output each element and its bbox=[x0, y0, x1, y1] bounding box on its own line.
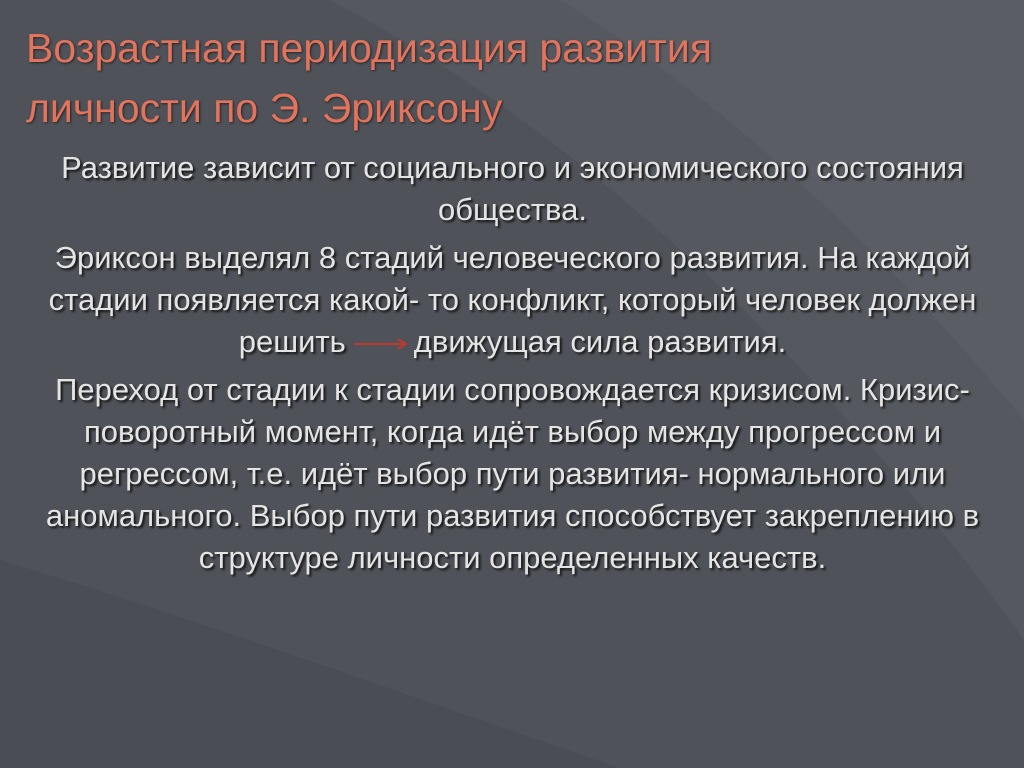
paragraph-stages-lead: Эриксон выделял 8 стадий человеческого развития. bbox=[54, 240, 809, 275]
slide-body bbox=[20, 147, 1005, 579]
slide-title-line-1: Возрастная периодизация развития bbox=[26, 25, 712, 71]
slide-title bbox=[26, 18, 986, 138]
slide-title-line-2: личности по Э. Эриксону bbox=[26, 85, 503, 131]
paragraph-crisis: Переход от стадии к стадии сопровождается кризисом. Кризис- поворотный момент, когда идёт выбор между прогрессом и регрессом, т.е. идёт выбор пути развития- нормального или аномального. Выбор пути развития способствует закреплению в структуре личности определенных качеств. bbox=[45, 372, 980, 575]
paragraph-development-dependence: Развитие зависит от социального и экономического состояния общества. bbox=[61, 150, 964, 227]
paragraph-stages-conflict bbox=[20, 237, 1005, 363]
paragraph-stages-mid: На каждой стадии появляется какой- то конфликт, который человек должен решить bbox=[48, 240, 977, 359]
arrow-right-icon bbox=[354, 337, 408, 351]
paragraph-stages-tail: движущая сила развития. bbox=[413, 324, 787, 359]
